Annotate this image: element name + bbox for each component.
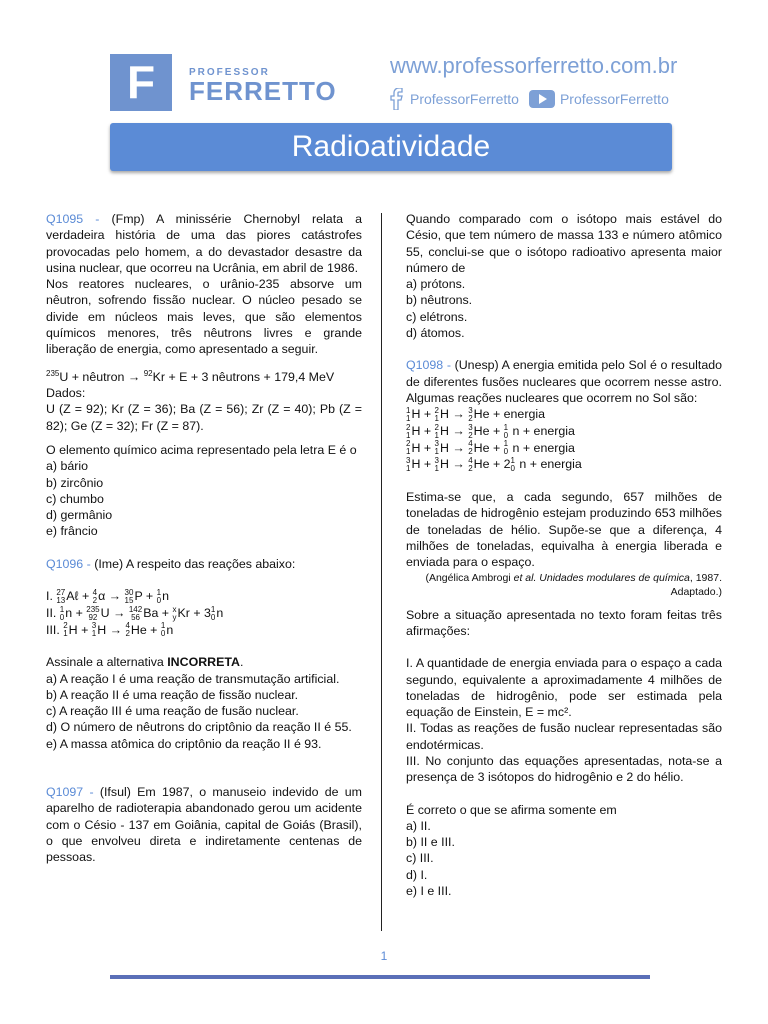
right-column — [406, 211, 722, 899]
facebook-icon — [390, 88, 404, 110]
q1096-intro: Q1096 - (Ime) A respeito das reações abaixo: — [46, 556, 296, 571]
q1098-statement: Sobre a situação apresentada no texto foram feitas três afirmações: — [406, 607, 722, 638]
q1096-reaction-2: II. 1 0n + 235 92 U → 142 56 Ba + x yKr + 31 0n — [46, 604, 224, 622]
q1098-s1: I. A quantidade de energia enviada para o espaço a cada segundo, equivalente a aproximadamente 4 milhões de toneladas de hidrogênio, pode ser estimada pela equação de Einstein, E = mc². — [406, 656, 722, 720]
option: b) II e III. — [406, 835, 455, 850]
title-banner — [110, 123, 672, 171]
option: e) I e III. — [406, 884, 452, 899]
option: b) nêutrons. — [406, 293, 473, 308]
q1098-reaction-4: 3 1H + 3 1H → 4 2He + 21 0 n + energia — [406, 456, 582, 474]
q1098-reaction-2: 2 1H + 2 1H → 3 2He + 1 0 n + energia — [406, 422, 575, 440]
q1098-s2: II. Todas as reações de fusão nuclear representadas são endotérmicas. — [406, 721, 722, 752]
q1095-equation: $^{235}$U + nêutron → $^{92}$Kr + E + 3 nêutrons + 179,4 MeV — [46, 368, 335, 384]
q1095-question: O elemento químico acima representado pela letra E é o — [46, 442, 357, 457]
option: b) A reação II é uma reação de fissão nuclear. — [46, 687, 299, 702]
option: d) I. — [406, 867, 428, 882]
question-id: Q1095 — [46, 212, 84, 226]
option: a) prótons. — [406, 277, 466, 292]
q1095-dados-label: Dados: — [46, 386, 86, 401]
option: e) A massa atômica do criptônio da reação II é 93. — [46, 736, 322, 751]
q1098-reaction-3: 2 1H + 3 1H → 4 2He + 1 0 n + energia — [406, 439, 575, 457]
q1098-text: Estima-se que, a cada segundo, 657 milhões de toneladas de hidrogênio estejam produzindo 653 milhões de toneladas de hélio. Supõe-se que a diferença, 4 milhões de toneladas, equivalha à energia liberada e enviada para o espaço. — [406, 490, 722, 570]
logo-title: FERRETTO — [189, 76, 337, 106]
q1098-reaction-1: 1 1H + 2 1H → 3 2He + energia — [406, 405, 545, 423]
option: b) zircônio — [46, 475, 104, 490]
q1096-ask: Assinale a alternativa INCORRETA. — [46, 655, 244, 670]
option: c) III. — [406, 851, 434, 866]
q1095-dados-values: U (Z = 92); Kr (Z = 36); Ba (Z = 56); Zr (Z = 40); Pb (Z = 82); Ge (Z = 32); Fr (Z = 87). — [46, 402, 362, 433]
q1095-text1: Q1095 - (Fmp) A minissérie Chernobyl relata a verdadeira história de uma das piores catástrofes provocadas pelo homem, a do devastador desastre da usina nuclear, que ocorreu na Ucrânia, em abril de 1986. — [46, 212, 363, 275]
footer-rule — [110, 975, 650, 979]
option: c) A reação III é uma reação de fusão nuclear. — [46, 704, 299, 719]
option: a) II. — [406, 818, 431, 833]
logo-subtitle: PROFESSOR — [189, 67, 270, 78]
option: c) chumbo — [46, 491, 104, 506]
q1098-intro: Q1098 - (Unesp) A energia emitida pelo Sol é o resultado de diferentes fusões nucleares que ocorrem nesse astro. Algumas reações nucleares que ocorrem no Sol são: — [406, 358, 723, 405]
social-links — [390, 88, 669, 110]
q1095-options — [46, 458, 362, 539]
site-url[interactable]: www.professorferretto.com.br — [390, 53, 678, 78]
youtube-link[interactable]: ProfessorFerretto — [559, 91, 669, 107]
question-id: Q1098 — [406, 358, 444, 373]
brand-logo — [110, 54, 172, 111]
left-column — [46, 211, 362, 865]
option: e) frâncio — [46, 524, 98, 539]
q1095-text2: Nos reatores nucleares, o urânio-235 absorve um nêutron, sofrendo fissão nuclear. O núcleo pesado se divide em núcleos mais leves, que são elementos químicos menores, três nêutrons livres e grande liberação de energia, como apresentado a seguir. — [46, 277, 362, 357]
page-header — [0, 0, 768, 163]
page-title: Radioatividade — [291, 130, 491, 163]
question-id: Q1097 — [46, 785, 84, 799]
logo-letter: F — [126, 56, 156, 108]
option: a) A reação I é uma reação de transmutação artificial. — [46, 671, 340, 686]
q1096-reaction-1: I. 27 13Aℓ + 4 2α → 30 15P + 1 0n — [46, 587, 169, 605]
facebook-link[interactable]: ProfessorFerretto — [410, 91, 519, 107]
q1098-s3: III. No conjunto das equações apresentadas, nota-se a presença de 3 isótopos do hidrogênio e 2 do hélio. — [406, 754, 722, 785]
q1097-text2: Quando comparado com o isótopo mais estável do Césio, que tem número de massa 133 e número atômico 55, conclui-se que o isótopo radioativo apresenta maior número de — [406, 212, 722, 275]
q1096-reaction-3: III. 2 1H + 3 1H → 4 2He + 1 0n — [46, 621, 174, 639]
q1097-options — [406, 276, 722, 341]
q1098-options — [406, 818, 722, 899]
q1098-ask: É correto o que se afirma somente em — [406, 802, 617, 817]
option: d) germânio — [46, 508, 113, 523]
question-id: Q1096 — [46, 556, 84, 571]
option: d) átomos. — [406, 326, 465, 341]
q1098-reference: (Angélica Ambrogi et al. Unidades modulares de química, 1987. Adaptado.) — [425, 571, 722, 598]
q1096-options — [46, 671, 362, 752]
q1097-text1: Q1097 - (Ifsul) Em 1987, o manuseio indevido de um aparelho de radioterapia abandonado gerou um acidente com o Césio - 137 em Goiânia, capital de Goiás (Brasil), o que envolveu direta e indiretamente centenas de pessoas. — [46, 785, 363, 865]
page-number: 1 — [380, 949, 388, 963]
option: c) elétrons. — [406, 309, 468, 324]
option: d) O número de nêutrons do criptônio da reação II é 55. — [46, 720, 352, 735]
option: a) bário — [46, 459, 89, 474]
youtube-icon — [529, 90, 555, 108]
column-divider — [381, 213, 382, 931]
